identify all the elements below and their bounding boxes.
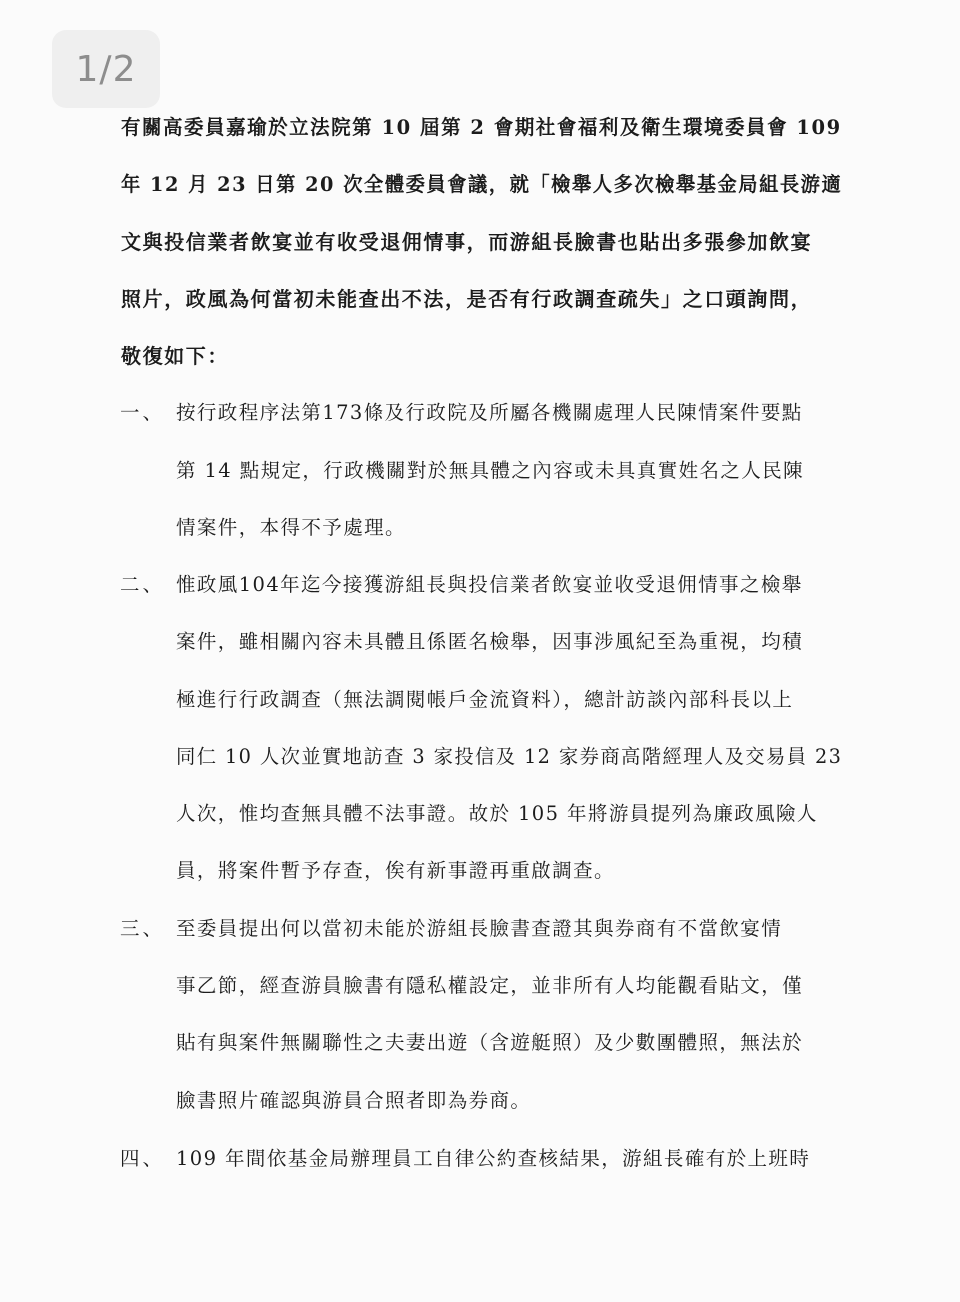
item-2-line: 惟政風104年迄今接獲游組長與投信業者飲宴並收受退佣情事之檢舉: [176, 573, 803, 596]
item-2-line: 員，將案件暫予存查，俟有新事證再重啟調查。: [176, 859, 615, 882]
item-3-line: 臉書照片確認與游員合照者即為券商。: [176, 1089, 532, 1112]
item-1-line: 情案件，本得不予處理。: [176, 516, 406, 539]
item-2-line: 極進行行政調查（無法調閱帳戶金流資料），總計訪談內部科長以上: [176, 688, 794, 711]
intro-line: 照片，政風為何當初未能查出不法，是否有行政調查疏失」之口頭詢問，: [121, 287, 813, 311]
item-4-line: 109 年間依基金局辦理員工自律公約查核結果，游組長確有於上班時: [176, 1147, 811, 1170]
item-2-line: 案件，雖相關內容未具體且係匿名檢舉，因事涉風紀至為重視，均積: [176, 630, 804, 653]
page-indicator-badge: 1/2: [52, 30, 160, 108]
item-3-line: 貼有與案件無關聯性之夫妻出遊（含遊艇照）及少數團體照，無法於: [176, 1031, 804, 1054]
item-marker-2: 二、: [120, 573, 166, 596]
item-3-line: 事乙節，經查游員臉書有隱私權設定，並非所有人均能觀看貼文，僅: [176, 974, 804, 997]
item-marker-4: 四、: [120, 1147, 166, 1170]
intro-line: 文與投信業者飲宴並有收受退佣情事，而游組長臉書也貼出多張參加飲宴: [121, 230, 813, 254]
intro-line: 敬復如下：: [121, 344, 229, 368]
intro-line: 有關高委員嘉瑜於立法院第 10 屆第 2 會期社會福利及衛生環境委員會 109: [121, 115, 842, 139]
intro-line: 年 12 月 23 日第 20 次全體委員會議，就「檢舉人多次檢舉基金局組長游適: [121, 172, 843, 196]
item-3-line: 至委員提出何以當初未能於游組長臉書查證其與券商有不當飲宴情: [176, 917, 783, 940]
item-marker-3: 三、: [120, 917, 166, 940]
item-2-line: 同仁 10 人次並實地訪查 3 家投信及 12 家券商高階經理人及交易員 23: [176, 745, 843, 768]
item-1-line: 第 14 點規定，行政機關對於無具體之內容或未具真實姓名之人民陳: [176, 459, 805, 482]
item-marker-1: 一、: [120, 401, 166, 424]
item-1-line: 按行政程序法第173條及行政院及所屬各機關處理人民陳情案件要點: [176, 401, 803, 424]
item-2-line: 人次，惟均查無具體不法事證。故於 105 年將游員提列為廉政風險人: [176, 802, 818, 825]
